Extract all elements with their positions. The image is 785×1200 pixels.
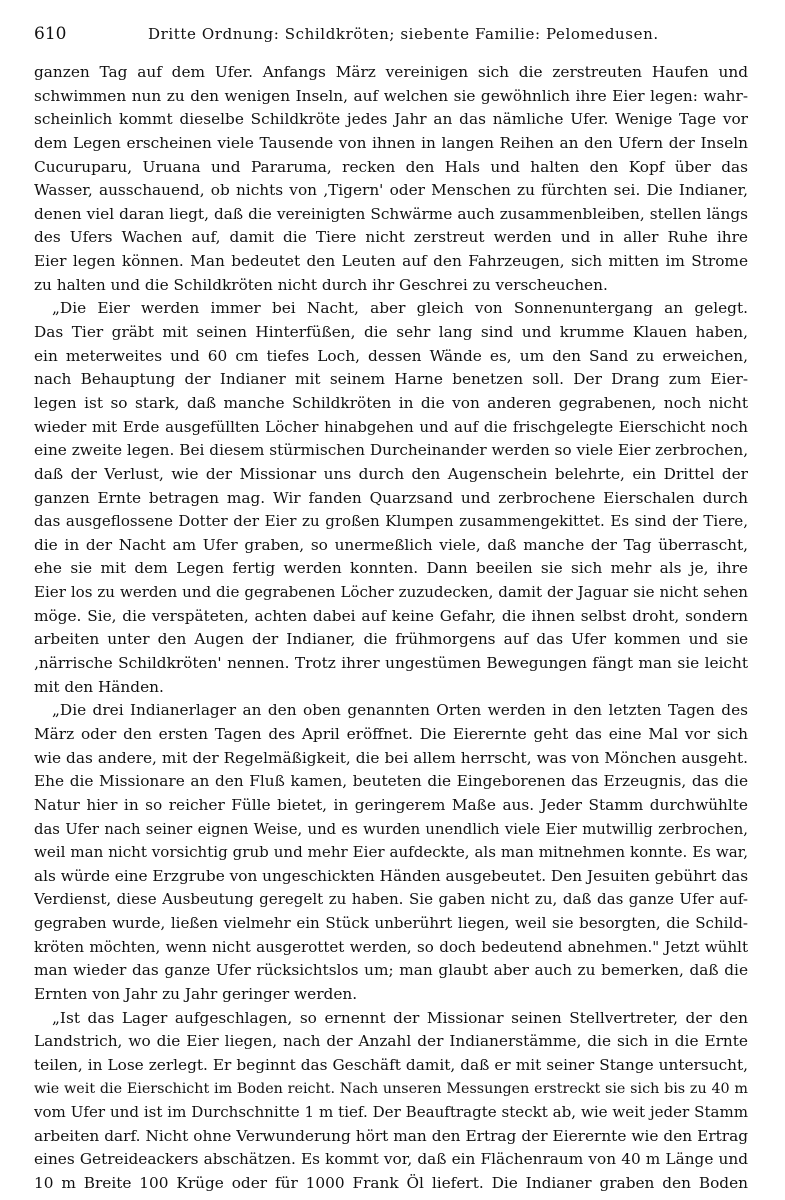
text-line: legen ist so stark, daß manche Schildkröten in die von anderen gegrabenen, noch nicht [34, 393, 748, 412]
text-line: des Ufers Wachen auf, damit die Tiere nicht zerstreut werden und in aller Ruhe ihre [34, 228, 748, 247]
text-line: „Ist das Lager aufgeschlagen, so ernennt der Missionar seinen Stellvertreter, der den [52, 1008, 748, 1027]
text-line: ‚närrische Schildkröten' nennen. Trotz ihrer ungestümen Bewegungen fängt man sie leicht [34, 654, 748, 673]
text-line: „Die drei Indianerlager an den oben genannten Orten werden in den letzten Tagen des [52, 701, 748, 720]
text-line: dem Legen erscheinen viele Tausende von ihnen in langen Reihen an den Ufern der Inseln [34, 133, 748, 152]
text-line: Ehe die Missionare an den Fluß kamen, beuteten die Eingeborenen das Erzeugnis, das die [34, 772, 748, 791]
text-line: wie das andere, mit der Regelmäßigkeit, die bei allem herrscht, was von Mönchen ausgeht. [34, 748, 748, 767]
text-line: ein meterweites und 60 cm tiefes Loch, dessen Wände es, um den Sand zu erweichen, [34, 346, 748, 365]
text-line: vom Ufer und ist im Durchschnitte 1 m tief. Der Beauftragte steckt ab, wie weit jeder Stamm [34, 1103, 748, 1122]
text-line: als würde eine Erzgrube von ungeschickten Händen ausgebeutet. Den Jesuiten gebührt das [34, 866, 748, 885]
text-line: nach Behauptung der Indianer mit seinem Harne benetzen soll. Der Drang zum Eier- [34, 370, 748, 389]
text-line: Cucuruparu, Uruana und Pararuma, recken den Hals und halten den Kopf über das [34, 157, 748, 176]
paragraph [34, 1007, 748, 1196]
text-line: kröten möchten, wenn nicht ausgerottet werden, so doch bedeutend abnehmen." Jetzt wühlt [34, 937, 748, 956]
paragraph [34, 61, 748, 297]
text-line: weil man nicht vorsichtig grub und mehr Eier aufdeckte, als man mitnehmen konnte. Es war, [34, 843, 748, 862]
text-line: wie weit die Eierschicht im Boden reicht. Nach unseren Messungen erstreckt sie sich bis zu 40 m [34, 1080, 748, 1097]
paragraph [34, 699, 748, 1006]
text-line: Verdienst, diese Ausbeutung geregelt zu haben. Sie gaben nicht zu, daß das ganze Ufer auf- [34, 890, 748, 909]
text-line: Eier los zu werden und die gegrabenen Löcher zuzudecken, damit der Jaguar sie nicht sehen [34, 583, 748, 602]
text-line: daß der Verlust, wie der Missionar uns durch den Augenschein belehrte, ein Drittel der [34, 464, 748, 483]
text-line: Das Tier gräbt mit seinen Hinterfüßen, die sehr lang sind und krumme Klauen haben, [34, 323, 748, 342]
text-line: „Die Eier werden immer bei Nacht, aber gleich von Sonnenuntergang an gelegt. [52, 299, 748, 318]
text-line: ganzen Tag auf dem Ufer. Anfangs März vereinigen sich die zerstreuten Haufen und [34, 63, 748, 81]
text-line: eine zweite legen. Bei diesem stürmischen Durcheinander werden so viele Eier zerbrochen, [34, 441, 748, 460]
text-line: eines Getreideackers abschätzen. Es kommt vor, daß ein Flächenraum von 40 m Länge und [34, 1150, 748, 1169]
text-line: Wasser, ausschauend, ob nichts von ‚Tigern' oder Menschen zu fürchten sei. Die Indianer, [34, 181, 748, 200]
text-line: Landstrich, wo die Eier liegen, nach der Anzahl der Indianerstämme, die sich in die Ernte [34, 1032, 748, 1051]
text-line: das Ufer nach seiner eignen Weise, und es wurden unendlich viele Eier mutwillig zerbrochen, [34, 820, 748, 838]
text-line: Ernten von Jahr zu Jahr geringer werden. [34, 984, 358, 1003]
text-line: Natur hier in so reicher Fülle bietet, in geringerem Maße aus. Jeder Stamm durchwühlte [34, 795, 748, 814]
paragraph [34, 297, 748, 699]
text-line: wieder mit Erde ausgefüllten Löcher hinabgehen und auf die frischgelegte Eierschicht noch [34, 417, 748, 436]
body-text [34, 61, 748, 1196]
text-line: ganzen Ernte betragen mag. Wir fanden Quarzsand und zerbrochene Eierschalen durch [34, 488, 748, 507]
text-line: zu halten und die Schildkröten nicht durch ihr Geschrei zu verscheuchen. [34, 275, 608, 294]
text-line: gegraben wurde, ließen vielmehr ein Stück unberührt liegen, weil sie besorgten, die Schild- [34, 914, 748, 933]
text-line: teilen, in Lose zerlegt. Er beginnt das Geschäft damit, daß er mit seiner Stange untersucht, [34, 1055, 748, 1074]
text-line: die in der Nacht am Ufer graben, so unermeßlich viele, daß manche der Tag überrascht, [34, 535, 748, 554]
text-line: möge. Sie, die verspäteten, achten dabei auf keine Gefahr, die ihnen selbst droht, sondern [34, 606, 748, 625]
text-line: schwimmen nun zu den wenigen Inseln, auf welchen sie gewöhnlich ihre Eier legen: wahr- [34, 86, 748, 105]
text-line: ehe sie mit dem Legen fertig werden konnten. Dann beeilen sie sich mehr als je, ihre [34, 559, 748, 578]
text-line: scheinlich kommt dieselbe Schildkröte jedes Jahr an das nämliche Ufer. Wenige Tage vor [34, 110, 748, 129]
text-line: März oder den ersten Tagen des April eröffnet. Die Eierernte geht das eine Mal vor sich [34, 724, 748, 743]
text-line: arbeiten unter den Augen der Indianer, die frühmorgens auf das Ufer kommen und sie [34, 630, 748, 649]
text-line: das ausgeflossene Dotter der Eier zu großen Klumpen zusammengekittet. Es sind der Tiere, [34, 512, 748, 531]
text-line: denen viel daran liegt, daß die vereinigten Schwärme auch zusammenbleiben, stellen längs [34, 204, 748, 223]
text-line: man wieder das ganze Ufer rücksichtslos um; man glaubt aber auch zu bemerken, daß die [34, 961, 748, 980]
text-line: mit den Händen. [34, 677, 164, 696]
page-number: 610 [34, 24, 67, 44]
running-head: Dritte Ordnung: Schildkröten; siebente Familie: Pelomedusen. [148, 25, 659, 43]
text-line: 10 m Breite 100 Krüge oder für 1000 Frank Öl liefert. Die Indianer graben den Boden [34, 1174, 748, 1193]
text-line: arbeiten darf. Nicht ohne Verwunderung hört man den Ertrag der Eierernte wie den Ertrag [34, 1126, 748, 1145]
page-header [34, 22, 748, 46]
text-line: Eier legen können. Man bedeutet den Leuten auf den Fahrzeugen, sich mitten im Strome [34, 252, 748, 271]
